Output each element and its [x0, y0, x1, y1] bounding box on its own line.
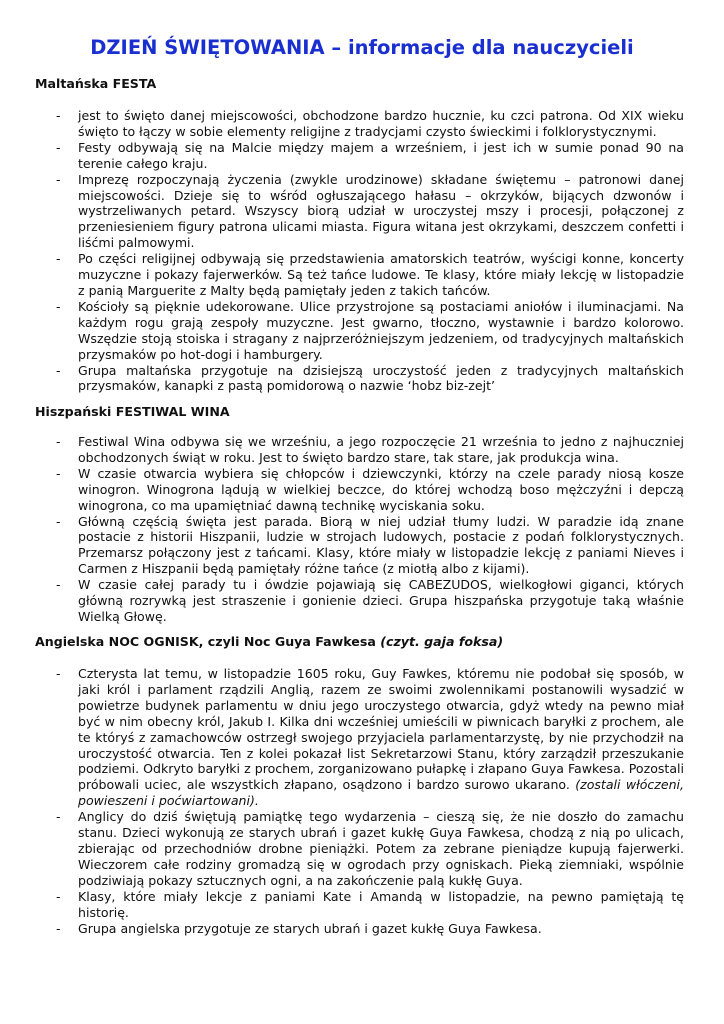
page-title: DZIEŃ ŚWIĘTOWANIA – informacje dla nauczycieli — [90, 36, 634, 59]
list-item: - Po części religijnej odbywają się przedstawienia amatorskich teatrów, wyścigi konne, koncerty muzyczne i pokazy fajerwerków. Są też tańce ludowe. Te klasy, które miały lekcję w listopadzie z panią Marguerite z Malty będą pamiętały jeden z takich tańców. — [0, 251, 684, 299]
list-item — [0, 666, 684, 809]
list-item: - Grupa maltańska przygotuje na dzisiejszą uroczystość jeden z tradycyjnych maltańskich przysmaków, kanapki z pastą pomidorową o nazwie ‘hobz biz-zejt’ — [0, 363, 684, 395]
list-item: - Grupa angielska przygotuje ze starych ubrań i gazet kukłę Guya Fawkesa. — [0, 921, 684, 937]
section-list-spain — [0, 434, 684, 625]
list-item-note: (zostali włóczeni, powieszeni i poćwiartowani). — [78, 777, 684, 809]
section-heading-england — [35, 634, 503, 649]
section-list-malta — [0, 108, 684, 394]
list-item: - Klasy, które miały lekcje z paniami Kate i Amandą w listopadzie, na pewno pamiętają tę historię. — [0, 889, 684, 921]
list-item: - Anglicy do dziś świętują pamiątkę tego wydarzenia – cieszą się, że nie doszło do zamachu stanu. Dzieci wykonują ze starych ubrań i gazet kukłę Guya Fawkesa, chodzą z nią po ulicach, zbierając od przechodniów drobne pieniążki. Potem za zebrane pieniądze kupują fajerwerki. Wieczorem całe rodziny gromadzą się w ogrodach przy ogniskach. Pieką ziemniaki, wspólnie podziwiają pokazy sztucznych ogni, a na zakończenie palą kukłę Guya. — [0, 809, 684, 889]
section-heading-note: (czyt. gaja foksa) — [380, 634, 504, 649]
list-item: - W czasie otwarcia wybiera się chłopców i dziewczynki, którzy na czele parady niosą kosze winogron. Winogrona lądują w wielkiej beczce, do której wchodzą boso mężczyźni i depczą winogrona, co ma upamiętniać dawną technikę wyciskania soku. — [0, 466, 684, 514]
list-item: - Kościoły są pięknie udekorowane. Ulice przystrojone są postaciami aniołów i iluminacjami. Na każdym rogu grają zespoły muzyczne. Jest gwarno, tłoczno, wystawnie i bardzo kolorowo. Wszędzie stoją stoiska i stragany z najprzeróżniejszym jedzeniem, od tradycyjnych maltańskich przysmaków po hot-dogi i hamburgery. — [0, 299, 684, 363]
section-heading-malta: Maltańska FESTA — [35, 76, 157, 91]
list-item: - Główną częścią święta jest parada. Biorą w niej udział tłumy ludzi. W paradzie idą znane postacie z historii Hiszpanii, ludzie w strojach ludowych, postacie z podań folklorystycznych. Przemarsz połączony jest z tańcami. Klasy, które miały w listopadzie lekcję z paniami Nieves i Carmen z Hiszpanii będą pamiętały różne tańce (z miotłą albo z kijami). — [0, 514, 684, 578]
list-item: - Festiwal Wina odbywa się we wrześniu, a jego rozpoczęcie 21 września to jedno z najhuczniej obchodzonych świąt w roku. Jest to święto bardzo stare, tak stare, jak produkcja wina. — [0, 434, 684, 466]
list-item: - Festy odbywają się na Malcie między majem a wrześniem, i jest ich w sumie ponad 90 na terenie całego kraju. — [0, 140, 684, 172]
section-list-england — [0, 666, 684, 936]
list-item: - jest to święto danej miejscowości, obchodzone bardzo hucznie, ku czci patrona. Od XIX wieku święto to łączy w sobie elementy religijne z tradycjami czysto świeckimi i folklorystycznymi. — [0, 108, 684, 140]
list-item-text: Czterysta lat temu, w listopadzie 1605 roku, Guy Fawkes, któremu nie podobał się sposób, w jaki król i parlament rządzili Anglią, razem ze swoimi zwolennikami postanowili wysadzić w powietrze budynek parlamentu w dniu jego uroczystego otwarcia, gdyż wtedy na pewno miał być w nim obecny król, Jakub I. Kilka dni wcześniej umieścili w piwnicach baryłki z prochem, ale te któryś z zamachowców ostrzegł swojego przyjaciela parlamentarzystę, by nie przychodził na uroczystość otwarcia. Ten z kolei pokazał list Sekretarzowi Stanu, który zarządził przeszukanie podziemi. Odkryto baryłki z prochem, zorganizowano pułapkę i złapano Guya Fawkesa. Pozostali próbowali uciec, ale wszystkich złapano, osądzono i bardzo surowo ukarano. — [78, 666, 684, 793]
section-heading-spain: Hiszpański FESTIWAL WINA — [35, 404, 230, 419]
list-item: - Imprezę rozpoczynają życzenia (zwykle urodzinowe) składane świętemu – patronowi danej miejscowości. Dzieje się to wśród ogłuszającego hałasu – okrzyków, bijących dzwonów i wystrzeliwanych petard. Wszyscy biorą udział w uroczystej mszy i procesji, połączonej z przeniesieniem figury patrona ulicami miasta. Figura witana jest okrzykami, deszczem confetti i liśćmi palmowymi. — [0, 172, 684, 252]
section-heading-text: Angielska NOC OGNISK, czyli Noc Guya Fawkesa — [35, 634, 376, 649]
list-item: - W czasie całej parady tu i ówdzie pojawiają się CABEZUDOS, wielkogłowi giganci, których główną rozrywką jest straszenie i gonienie dzieci. Grupa hiszpańska przygotuje taką właśnie Wielką Głowę. — [0, 577, 684, 625]
